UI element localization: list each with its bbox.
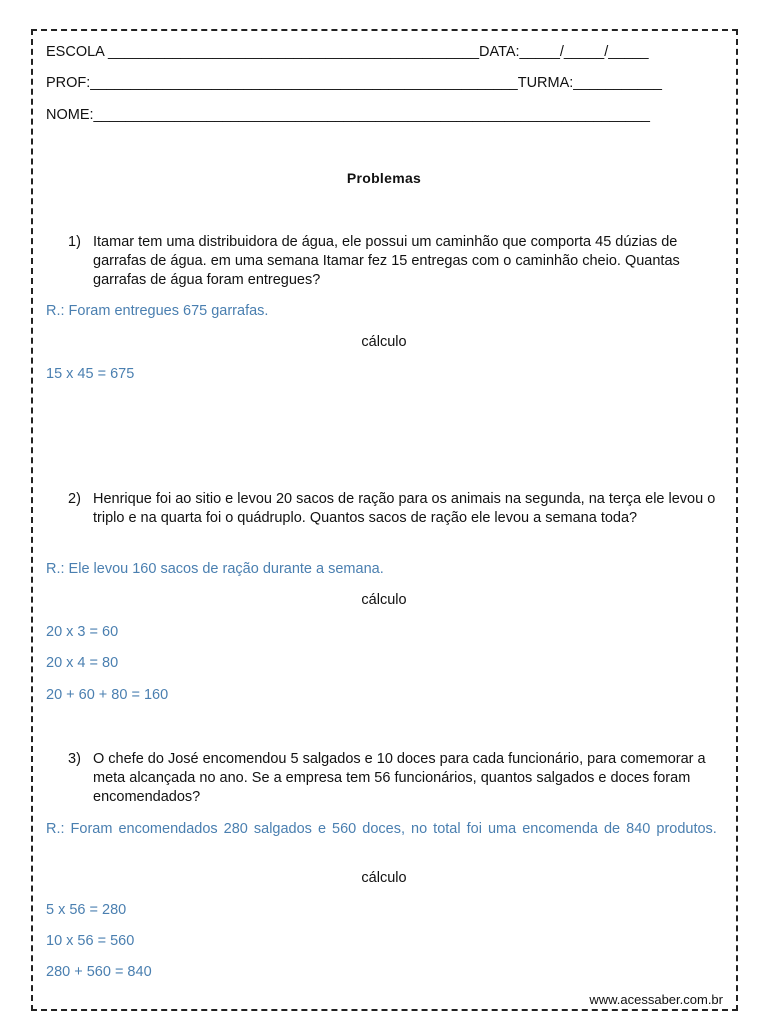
calc-line: 20 x 4 = 80 bbox=[46, 655, 119, 671]
problem-2-answer: R.: Ele levou 160 sacos de ração durante a semana. bbox=[46, 561, 384, 577]
calc-line: 280 + 560 = 840 bbox=[46, 964, 152, 980]
calc-line: 20 x 3 = 60 bbox=[46, 624, 119, 640]
problem-text: O chefe do José encomendou 5 salgados e 10 doces para cada funcionário, para comemorar a meta alcançada no ano. Se a empresa tem 56 funcionários, quantos salgados e doces foram encomendados? bbox=[93, 751, 706, 805]
page-title: Problemas bbox=[346, 170, 422, 186]
problem-1 bbox=[68, 233, 722, 290]
problem-text: Henrique foi ao sitio e levou 20 sacos de ração para os animais na segunda, na terça ele levou o triplo e na quarta foi o quádruplo. Quantos sacos de ração ele levou a semana toda? bbox=[93, 491, 716, 526]
footer-website: www.acessaber.com.br bbox=[589, 992, 723, 1007]
problem-3-answer: R.: Foram encomendados 280 salgados e 560 doces, no total foi uma encomenda de 840 produtos. bbox=[46, 821, 717, 837]
calc-line: 5 x 56 = 280 bbox=[46, 902, 127, 918]
problem-number: 2) bbox=[68, 491, 81, 507]
problem-3 bbox=[68, 750, 722, 807]
problem-1-calc-label: cálculo bbox=[361, 334, 407, 350]
calc-line: 15 x 45 = 675 bbox=[46, 366, 135, 382]
problem-3-calc-label: cálculo bbox=[361, 870, 407, 886]
problem-text: Itamar tem uma distribuidora de água, ele possui um caminhão que comporta 45 dúzias de garrafas de água. em uma semana Itamar fez 15 entregas com o caminhão cheio. Quantas garrafas de água foram entregues? bbox=[93, 234, 680, 288]
prof-turma-line: PROF:_____________________________________________________TURMA:___________ bbox=[46, 75, 662, 91]
nome-line: NOME:_____________________________________________________________________ bbox=[46, 107, 650, 123]
problem-number: 1) bbox=[68, 234, 81, 250]
calc-line: 20 + 60 + 80 = 160 bbox=[46, 687, 169, 703]
escola-date-line: ESCOLA ______________________________________________DATA:_____/_____/_____ bbox=[46, 44, 649, 60]
problem-1-answer: R.: Foram entregues 675 garrafas. bbox=[46, 303, 269, 319]
problem-2 bbox=[68, 490, 722, 528]
problem-2-calc-label: cálculo bbox=[361, 592, 407, 608]
problem-number: 3) bbox=[68, 751, 81, 767]
calc-line: 10 x 56 = 560 bbox=[46, 933, 135, 949]
